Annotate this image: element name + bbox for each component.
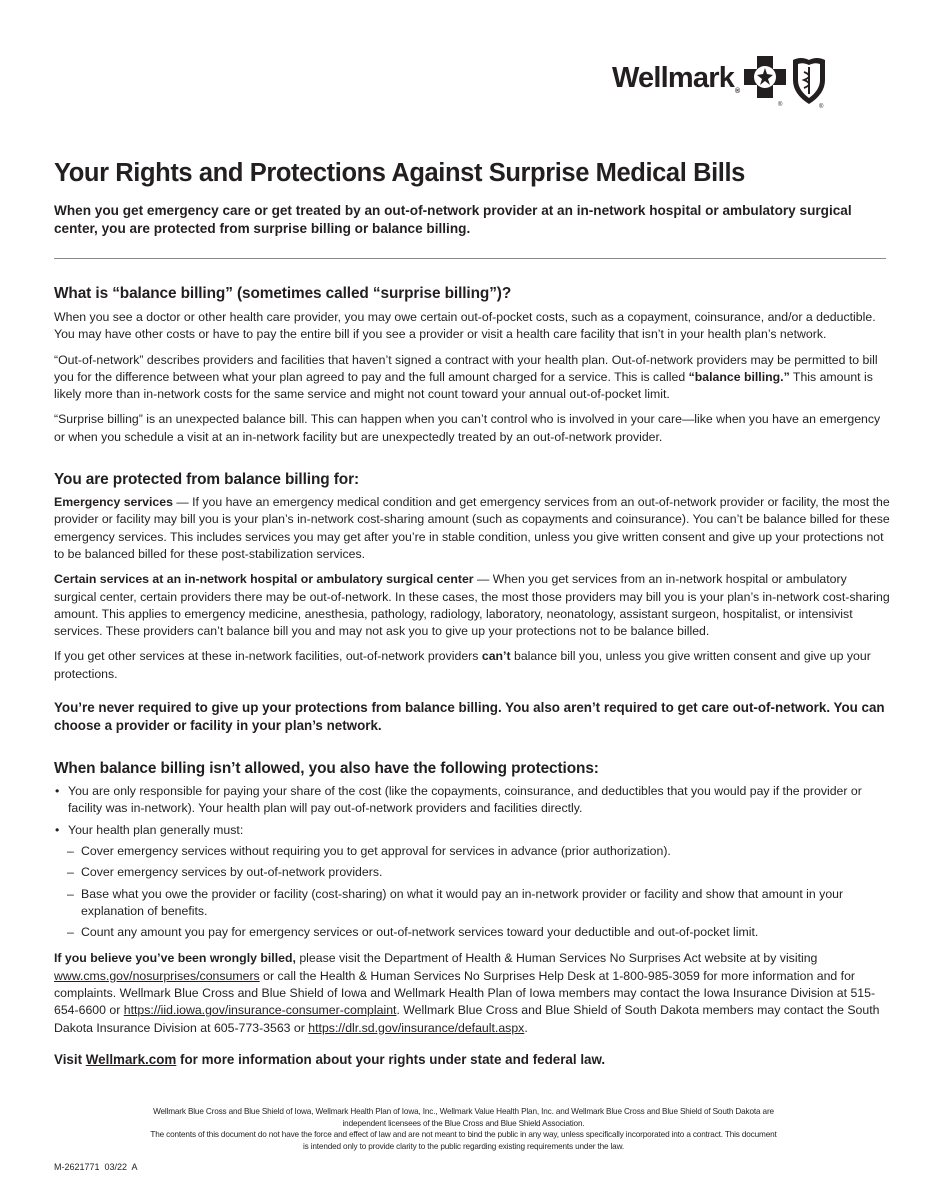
cms-nosurprises-link[interactable]: www.cms.gov/nosurprises/consumers [54,968,260,983]
south-dakota-insurance-link[interactable]: https://dlr.sd.gov/insurance/default.aspx [308,1020,525,1035]
section-heading-protected: You are protected from balance billing for: [54,471,359,489]
blue-cross-icon [742,54,788,108]
footer-line: independent licensees of the Blue Cross and Blue Shield Association. [342,1118,585,1128]
visit-wellmark-paragraph: Visit Wellmark.com for more information about your rights under state and federal law. [54,1051,606,1067]
list-item: • You are only responsible for paying your share of the cost (like the copayments, coinsurance, and deductibles that you would pay if the provider or facility was in-network). Your health plan will pay out-of-network providers and facilities directly. [54,783,890,818]
paragraph: “Surprise billing” is an unexpected balance bill. This can happen when you can’t control who is involved in your care—like when you have an emergency or when you schedule a visit at an in-network facility but are unexpectedly treated by an out-of-network provider. [54,412,881,444]
blue-shield-icon [789,54,829,110]
list-item: – Cover emergency services without requiring you to get approval for services in advance (prior authorization). [54,843,890,860]
lead-paragraph: When you get emergency care or get treated by an out-of-network provider at an in-network hospital or ambulatory surgical center, you are protected from surprise billing or balance billing. [54,203,852,236]
paragraph-certain-services: Certain services at an in-network hospital or ambulatory surgical center — When you get services from an in-network hospital or ambulatory surgical center, certain providers there may be out-of-network. In these cases, the most those providers may bill you is your plan’s in-network cost-sharing amount. This applies to emergency medicine, anesthesia, pathology, radiology, laboratory, neonatology, assistant surgeon, hospitalist, or intensivist services. These providers can’t balance bill you and may not ask you to give up your protections not to be balance billed. [54,572,890,639]
footer-line: The contents of this document do not have the force and effect of law and are not meant to bind the public in any way, unless specifically incorporated into a contract. This document [150,1130,777,1139]
footer-line: Wellmark Blue Cross and Blue Shield of Iowa, Wellmark Health Plan of Iowa, Inc., Wellmark Value Health Plan, Inc. and Wellmark Blue Cross and Blue Shield of South Dakota are [153,1107,774,1116]
list-item: – Count any amount you pay for emergency services or out-of-network services toward your deductible and out-of-pocket limit. [54,924,890,941]
wellmark-logo [612,54,829,110]
section-heading-balance-billing: What is “balance billing” (sometimes called “surprise billing”)? [54,285,512,302]
footer-line: is intended only to provide clarity to the public regarding existing requirements under the law. [302,1141,625,1151]
list-item: • Your health plan generally must: [54,822,890,839]
iowa-complaint-link[interactable]: https://iid.iowa.gov/insurance-consumer-complaint [123,1003,397,1018]
section-heading-following-protections: When balance billing isn’t allowed, you also have the following protections: [54,760,599,778]
form-number: M-2621771 03/22 A [54,1162,138,1172]
document-body [54,156,890,1069]
svg-text:®: ® [819,104,824,110]
divider [54,258,886,259]
plan-must-list [54,843,890,941]
never-required-statement: You’re never required to give up your protections from balance billing. You also aren’t required to get care out-of-network. You can choose a provider or facility in your plan’s network. [54,700,885,734]
protections-list [54,783,890,839]
paragraph: If you get other services at these in-network facilities, out-of-network providers can’t balance bill you, unless you give written consent and give up your protections. [54,649,871,681]
paragraph: “Out-of-network” describes providers and facilities that haven’t signed a contract with your health plan. Out-of-network providers may be permitted to bill you for the difference between what your plan agreed to pay and the full amount charged for a service. This is called “balance billing.” This amount is likely more than in-network costs for the same service and might not count toward your annual out-of-pocket limit. [54,352,878,402]
list-item: – Base what you owe the provider or facility (cost-sharing) on what it would pay an in-network provider or facility and show that amount in your explanation of benefits. [54,886,890,921]
list-item: – Cover emergency services by out-of-network providers. [54,864,890,881]
page-title: Your Rights and Protections Against Surprise Medical Bills [54,159,745,187]
paragraph-emergency-services: Emergency services — If you have an emergency medical condition and get emergency services from an out-of-network provider or facility, the most the provider or facility may bill you is your plan’s in-network cost-sharing amount (such as copayments and coinsurance). You can’t be balance billed for these emergency services. This includes services you may get after you’re in stable condition, unless you give written consent and give up your protections not to be balanced billed for these post-stabilization services. [54,495,890,561]
svg-text:®: ® [778,102,783,108]
footer-disclaimer [100,1106,827,1152]
wellmark-link[interactable]: Wellmark.com [85,1051,177,1067]
brand-wordmark: Wellmark® [612,62,740,95]
wrongly-billed-paragraph: If you believe you’ve been wrongly billed, please visit the Department of Health & Human Services No Surprises Act website at by visiting www.cms.gov/nosurprises/consumers or call the Health & Human Services No Surprises Help Desk at 1-800-985-3059 for more information and for complaints. Wellmark Blue Cross and Blue Shield of Iowa and Wellmark Health Plan of Iowa members may contact the Iowa Insurance Division at 515-654-6600 or https://iid.iowa.gov/insurance-consumer-complaint. Wellmark Blue Cross and Blue Shield of South Dakota members may contact the South Dakota Insurance Division at 605-773-3563 or https://dlr.sd.gov/insurance/default.aspx. [54,951,880,1035]
paragraph: When you see a doctor or other health care provider, you may owe certain out-of-pocket costs, such as a copayment, coinsurance, and/or a deductible. You may have other costs or have to pay the entire bill if you see a provider or visit a health care facility that isn’t in your health plan’s network. [54,310,876,342]
